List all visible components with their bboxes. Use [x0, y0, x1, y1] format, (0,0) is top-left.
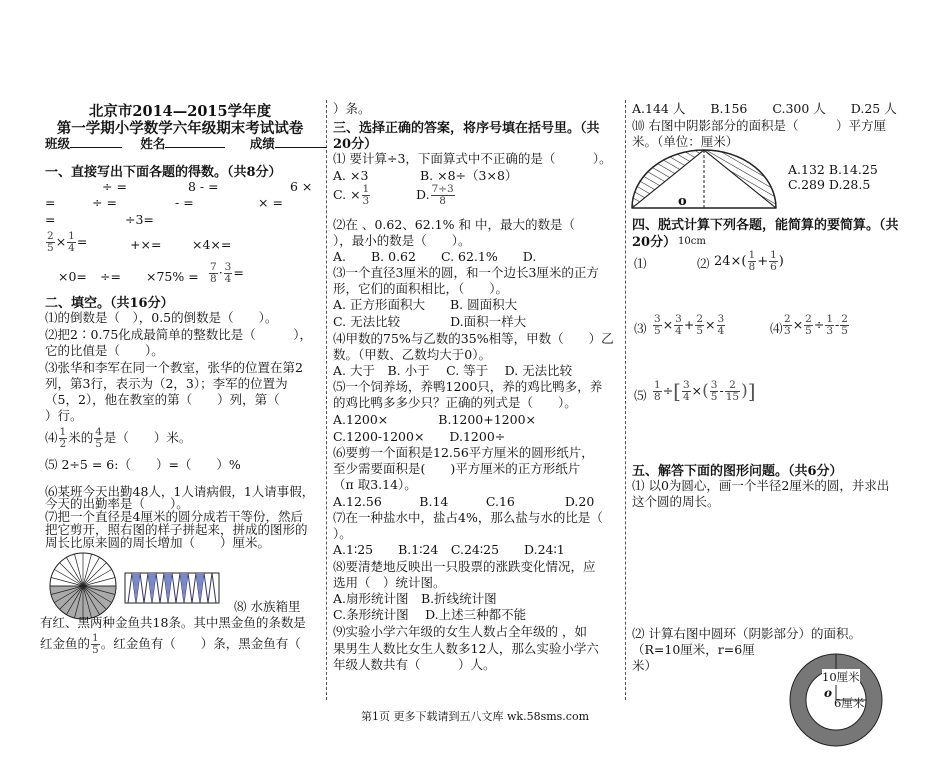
fraction: $\frac{1}{4}$: [68, 230, 75, 254]
calc-item: =: [45, 195, 56, 210]
figure-dimension-label: 10cm: [678, 236, 706, 247]
choice-q6-opts: A.12.56 B.14 C.16 D.20: [333, 494, 595, 509]
fraction: $\frac{3}{4}$: [682, 379, 690, 403]
fill-q3-cont: ）行。: [45, 408, 83, 423]
fill-q6: ⑹某班今天出勤48人，1人请病假，1人请事假，: [45, 484, 315, 499]
fraction: $\frac{3}{4}$: [717, 313, 725, 337]
choice-q5-opts: C.1200-1200× D.1200÷: [333, 429, 506, 444]
choice-q3-opts: A. 正方形面积大 B. 圆面积大: [333, 297, 518, 312]
choice-q4-opts: A. 大于 B. 小于 C. 等于 D. 无法比较: [333, 363, 573, 378]
fraction: $\frac{4}{5}$: [95, 426, 102, 450]
fraction: $\frac{1}{5}$: [92, 632, 99, 656]
choice-q8-opts: A.扇形统计图 B.折线统计图: [333, 591, 497, 606]
fill-q2: ⑵把2∶0.75化成最简单的整数比是（ ），: [45, 327, 313, 342]
section3-title-cont: 20分）: [333, 137, 378, 152]
choice-q1-opt-b: B. ×8÷（3×8）: [420, 168, 518, 183]
geom-q2-cont: （R=10厘米，r=6厘: [632, 642, 755, 657]
ring-center-label: o: [824, 686, 833, 700]
geom-q2: ⑵ 计算右图中圆环（阴影部分）的面积。: [632, 626, 861, 641]
fraction: $\frac{2}{5}$: [805, 313, 812, 337]
column-divider-1: [326, 100, 327, 700]
divided-circle-figure: [47, 550, 119, 622]
fraction: $\frac{2}{5}$: [841, 313, 848, 337]
fraction: $\frac{1}{2}$: [59, 426, 67, 450]
section3-title: 三、选择正确的答案，将序号填在括号里。（共: [333, 121, 600, 136]
calc-item: 8 - =: [188, 179, 219, 194]
choice-q1-opt-c: C. × $\frac{1}{3}$: [333, 183, 370, 207]
section4-title: 四、脱式计算下列各题，能简算的要简算。（共: [632, 218, 899, 233]
calc4-q4: ⑷: [770, 321, 783, 336]
score-blank: [275, 147, 327, 148]
geom-q2-cont: 米）: [632, 658, 658, 673]
semicircle-shaded-figure: [630, 148, 780, 214]
class-blank: [70, 147, 122, 148]
ring-inner-radius-label: 6厘米: [834, 696, 865, 710]
choice-q5: ⑸一个饲养场，养鸭1200只，养的鸡比鸭多，养: [333, 379, 603, 394]
section2-title: 二、填空。（共16分）: [45, 296, 174, 311]
choice-q5-opts: A.1200× B.1200+1200×: [333, 412, 537, 427]
fill-q8-cont: 有红、黑两种金鱼共18条。其中黑金鱼的条数是: [40, 615, 306, 630]
choice-q3-opts: C. 无法比较 D.面积一样大: [333, 314, 527, 329]
fraction: $\frac{1}{3}$: [826, 313, 834, 337]
calc-fraction-product: $\frac{7}{8}$ · $\frac{3}{4}$ =: [210, 261, 244, 285]
student-info-row: [45, 135, 327, 152]
fill-q7-cont: 把它剪开，照右图的样子拼起来，拼成的图形的: [45, 522, 308, 537]
calc-item: ÷=: [100, 269, 121, 284]
fraction: $\frac{3}{5}$: [654, 313, 661, 337]
calc4-q3-expr: $\frac{3}{5}$ × $\frac{3}{4}$ + $\frac{2}{5}$ × $\frac{3}{4}$: [654, 313, 725, 337]
choice-q6-cont: （π 取3.14）。: [333, 477, 417, 492]
calc-item: ×75% =: [146, 269, 199, 284]
fill-q6-cont: 今天的出勤率是（ ）。: [45, 496, 189, 511]
fraction: $\frac{3}{5}$: [710, 379, 718, 403]
choice-q6-cont: 至少需要面积是( )平方厘米的正方形纸片: [333, 461, 581, 476]
calc-item: =: [45, 212, 56, 227]
calc-item: - =: [175, 195, 194, 210]
choice-q6: ⑹要剪一个面积是12.56平方厘米的圆形纸片，: [333, 445, 594, 460]
name-blank: [165, 147, 225, 148]
section1-title: 一、直接写出下面各题的得数。（共8分）: [45, 165, 282, 180]
fill-q7: ⑺把一个直径是4厘米的圆分成若干等份，然后: [45, 509, 303, 524]
section3-cont: ）条。: [333, 101, 371, 116]
column-divider-2: [625, 100, 626, 700]
choice-q1-opt-a: A. ×3: [333, 168, 369, 183]
calc4-q2-expr: 24×( $\frac{1}{8}$ + $\frac{1}{6}$ ): [714, 249, 784, 273]
choice-q9-opts: A.144 人 B.156 C.300 人 D.25 人: [632, 101, 897, 116]
fraction: $\frac{1}{8}$: [748, 249, 756, 273]
score-label: 成绩: [249, 136, 275, 151]
calc-item: +×=: [130, 237, 162, 252]
fill-q2-cont: 它的比值是（ ）。: [45, 343, 164, 358]
choice-q1-opt-d: D. $\frac{7\div 3}{8}$: [416, 183, 454, 207]
fraction: $\frac{2}{5}$: [47, 230, 54, 254]
fraction: $\frac{7\div 3}{8}$: [431, 183, 454, 207]
calc-item: ÷ =: [92, 195, 117, 210]
calc4-q3: ⑶: [634, 321, 647, 336]
choice-q3-cont: 形，它们的面积相比，（ ）。: [333, 281, 509, 296]
choice-q8-cont: 选用（ ）统计图。: [333, 575, 446, 590]
choice-q2-opts: A. B. 0.62 C. 62.1% D.: [333, 249, 537, 264]
calc-item: ÷3=: [125, 212, 154, 227]
calc4-q1: ⑴: [634, 256, 647, 271]
fill-q3: ⑶张华和李军在同一个教室，张华的位置在第2: [45, 360, 303, 375]
exam-title-line2: 第一学期小学数学六年级期末考试试卷: [56, 120, 304, 137]
choice-q4: ⑷甲数的75%与乙数的35%相等，甲数（ ）乙: [333, 331, 614, 346]
name-label: 姓名: [140, 136, 166, 151]
fraction: $\frac{3}{4}$: [224, 261, 232, 285]
calc-item: ×0=: [58, 269, 87, 284]
choice-q8-opts: C.条形统计图 D.上述三种都不能: [333, 607, 527, 622]
calc4-q5-expr: $\frac{1}{8}$ ÷[ $\frac{3}{4}$ ×( $\frac{3}{5}$ - $\frac{2}{15}$ )]: [654, 379, 756, 403]
fraction: $\frac{1}{8}$: [654, 379, 661, 403]
choice-q8: ⑻要清楚地反映出一只股票的涨跌变化情况，应: [333, 559, 596, 574]
ring-outer-radius-label: 10厘米: [822, 670, 860, 684]
calc4-q2: ⑵: [697, 256, 710, 271]
fill-q1: ⑴的倒数是（ ），0.5的倒数是（ ）。: [45, 310, 278, 325]
choice-q1: ⑴ 要计算÷3，下面算式中不正确的是（ ）。: [333, 151, 612, 166]
rearranged-strips-figure: [124, 572, 220, 604]
fill-q3-cont: （5，2），他在教室的第（ ）列，第（: [45, 392, 305, 407]
choice-q10-opts: A.132 B.14.25: [788, 162, 878, 177]
fraction: $\frac{2}{3}$: [784, 313, 791, 337]
choice-q9-cont: 年级人数共有（ ）人。: [333, 657, 496, 672]
fill-q8-cont: 红金鱼的 $\frac{1}{5}$ 。红金鱼有（ ）条，黑金鱼有（: [40, 632, 301, 656]
calc-item: ÷ =: [102, 179, 127, 194]
calc4-q4-expr: $\frac{2}{3}$ × $\frac{2}{5}$ ÷ $\frac{1}{3}$ - $\frac{2}{5}$: [784, 313, 848, 337]
calc-item: 6 ×: [290, 179, 313, 194]
choice-q3: ⑶一个直径3厘米的圆，和一个边长3厘米的正方: [333, 265, 599, 280]
choice-q10: ⑽ 右图中阴影部分的面积是（ ）平方厘: [632, 118, 886, 133]
choice-q10-opts: C.289 D.28.5: [788, 177, 871, 192]
choice-q4-cont: 数。（甲数、乙数均大于0）。: [333, 347, 491, 362]
choice-q2-cont: ），最小的数是（ ）。: [333, 233, 471, 248]
choice-q7-cont: ）。: [333, 526, 352, 541]
choice-q2: ⑵在 、0.62、62.1% 和 中，最大的数是（: [333, 217, 575, 232]
choice-q9-cont: 果男生人数比女生人数多12人，那么实验小学六: [333, 641, 599, 656]
calc4-q5: ⑸: [634, 388, 647, 403]
page-footer: 第1页 更多下载请到五八文库 wk.58sms.com: [361, 710, 589, 723]
calc-fraction-product: $\frac{2}{5}$ × $\frac{1}{4}$ =: [47, 230, 88, 254]
section5-title: 五、解答下面的图形问题。（共6分）: [632, 464, 843, 479]
choice-q5-cont: 的鸡比鸭多多少只？正确的列式是（ ）。: [333, 395, 577, 410]
fraction: $\frac{2}{5}$: [696, 313, 704, 337]
choice-q7-opts: A.1∶25 B.1∶24 C.24∶25 D.24∶1: [333, 542, 565, 557]
fill-q5: ⑸ 2÷5 = 6:（ ）=（ ）%: [45, 457, 241, 472]
choice-q10-cont: 米。（单位：厘米）: [632, 134, 739, 149]
geom-q1: ⑴ 以0为圆心，画一个半径2厘米的圆，并求出: [632, 478, 890, 493]
fill-q8: ⑻ 水族箱里: [234, 599, 301, 614]
choice-q9: ⑼实验小学六年级的女生人数占全年级的 ，如: [333, 624, 587, 639]
fraction: $\frac{7}{8}$: [210, 261, 217, 285]
choice-q7: ⑺在一种盐水中，盐占4%，那么盐与水的比是（: [333, 510, 603, 525]
fraction: $\frac{1}{3}$: [362, 183, 370, 207]
fill-q4: ⑷ $\frac{1}{2}$ 米的 $\frac{4}{5}$ 是（ ）米。: [45, 426, 192, 450]
calc-item: × =: [258, 195, 283, 210]
fill-q3-cont: 列，第3行，表示为（2，3）；李军的位置为: [45, 376, 288, 391]
fraction: $\frac{2}{15}$: [725, 379, 740, 403]
fraction: $\frac{3}{4}$: [675, 313, 682, 337]
section4-title-cont: 20分）: [632, 235, 677, 250]
semicircle-center-label: o: [678, 194, 687, 209]
geom-q1-cont: 这个圆的周长。: [632, 494, 720, 509]
exam-title-line1: 北京市2014—2015学年度: [88, 103, 272, 120]
class-label: 班级: [45, 136, 71, 151]
fraction: $\frac{1}{6}$: [770, 249, 777, 273]
calc-item: ×4×=: [192, 237, 232, 252]
fill-q7-cont: 周长比原来圆的周长增加（ ）厘米。: [45, 535, 271, 550]
